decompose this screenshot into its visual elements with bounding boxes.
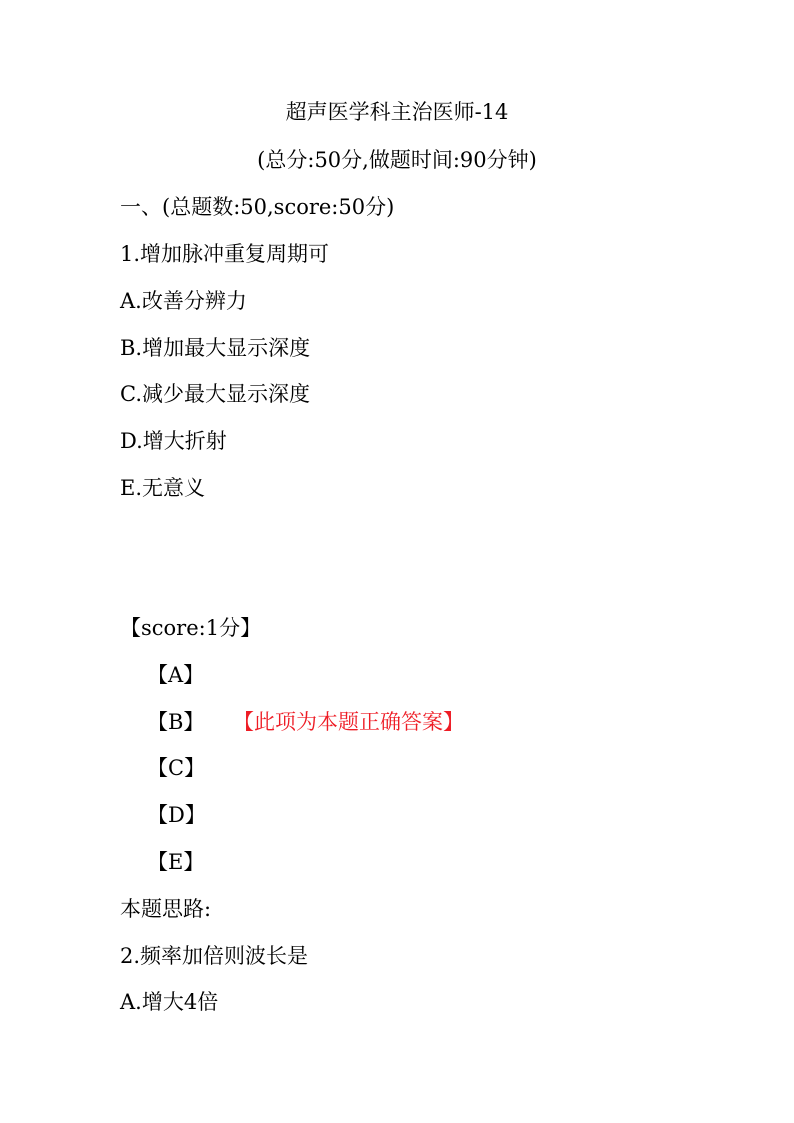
section-heading: 一、(总题数:50,score:50分) (120, 195, 395, 219)
answer-b-row (147, 708, 707, 736)
answer-e: 【E】 (147, 850, 205, 874)
answer-a: 【A】 (147, 663, 205, 687)
answer-d: 【D】 (147, 803, 206, 827)
analysis-label: 本题思路: (120, 897, 212, 921)
question-1-option-d: D.增大折射 (120, 429, 227, 453)
answer-b: 【B】 (147, 710, 205, 734)
question-1-option-b: B.增加最大显示深度 (120, 336, 311, 360)
answer-c: 【C】 (147, 756, 206, 780)
question-2-option-a: A.增大4倍 (120, 990, 219, 1014)
question-1-option-a: A.改善分辨力 (120, 289, 247, 313)
correct-answer-marker: 【此项为本题正确答案】 (233, 710, 464, 734)
page-title: 超声医学科主治医师-14 (285, 100, 509, 124)
exam-info: (总分:50分,做题时间:90分钟) (257, 148, 537, 172)
question-2-stem: 2.频率加倍则波长是 (120, 944, 309, 968)
question-1-option-c: C.减少最大显示深度 (120, 382, 310, 406)
question-1-option-e: E.无意义 (120, 476, 206, 500)
question-1-score: 【score:1分】 (120, 616, 262, 640)
question-1-stem: 1.增加脉冲重复周期可 (120, 242, 330, 266)
